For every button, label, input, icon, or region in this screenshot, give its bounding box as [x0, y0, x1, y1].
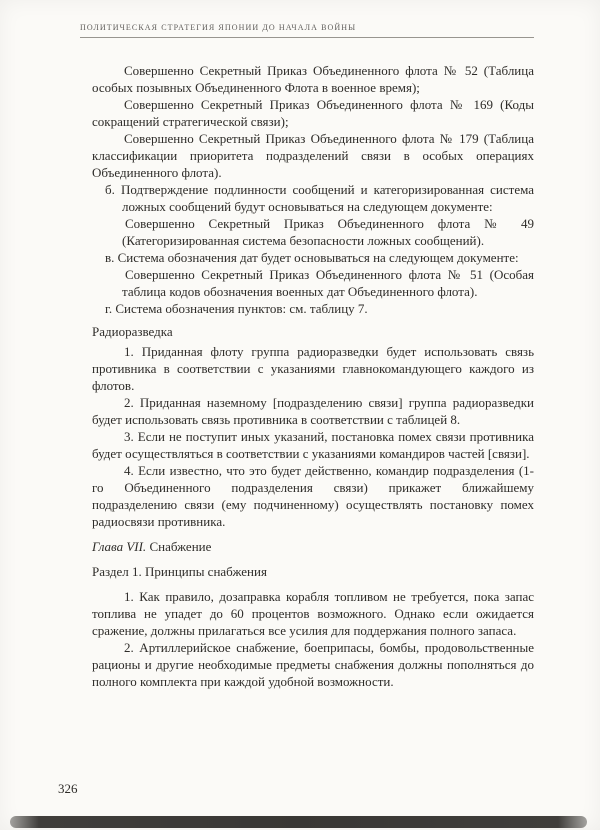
paragraph: 1. Как правило, дозаправка корабля топливом не требуется, пока запас топлива не упадет до 60 процентов возможного. Однако если ожидается сражение, должны прилагаться все усилия для поддержания полного запаса. [92, 589, 534, 638]
paragraph: 4. Если известно, что это будет действенно, командир подразделения (1-го Объединенного подразделения связи) прикажет ближайшему подразделению связи (ему подчиненному) осуществлять постановку помех радиосвязи противника. [92, 463, 534, 529]
paragraph: 2. Артиллерийское снабжение, боеприпасы, бомбы, продовольственные рационы и другие необходимые предметы снабжения должны пополняться до полного комплекта при каждой удобной возможности. [92, 640, 534, 689]
chapter-heading [92, 538, 534, 555]
list-item-text: Подтверждение подлинности сообщений и категоризированная система ложных сообщений будут основываться на следующем документе: [120, 182, 534, 214]
list-item-text: Система обозначения пунктов: см. таблицу 7. [115, 301, 368, 316]
list-item-text: Система обозначения дат будет основываться на следующем документе: [117, 250, 519, 265]
list-marker: г. [105, 301, 113, 316]
doc-reference: Совершенно Секретный Приказ Объединенного флота № 52 (Таблица особых позывных Объединенного Флота в военное время); [92, 63, 534, 95]
paragraph: 1. Приданная флоту группа радиоразведки будет использовать связь противника в соответствии с указаниями главнокомандующего каждого из флотов. [92, 344, 534, 393]
page-content [92, 62, 534, 690]
running-header [80, 23, 534, 38]
section-title: Раздел 1. Принципы снабжения [92, 564, 267, 579]
section-heading: Радиоразведка [92, 324, 173, 339]
doc-reference: Совершенно Секретный Приказ Объединенного флота № 179 (Таблица классификации приоритета подразделений связи в особых операциях Объединенного флота). [92, 131, 534, 180]
paragraph: 2. Приданная наземному [подразделению связи] группа радиоразведки будет использовать связь противника в соответствии с таблицей 8. [92, 395, 534, 427]
header-rule [80, 37, 534, 38]
list-item [105, 300, 534, 317]
scan-edge-shadow [10, 816, 587, 828]
running-title: ПОЛИТИЧЕСКАЯ СТРАТЕГИЯ ЯПОНИИ ДО НАЧАЛА ВОЙНЫ [80, 23, 357, 32]
list-item [105, 181, 534, 215]
list-marker: б. [105, 182, 115, 197]
list-marker: в. [105, 250, 115, 265]
doc-reference: Совершенно Секретный Приказ Объединенного флота № 51 (Особая таблица кодов обозначения военных дат Объединенного флота). [122, 267, 534, 299]
page-number: 326 [58, 781, 78, 796]
chapter-label: Глава VII. [92, 539, 147, 554]
chapter-title: Снабжение [146, 539, 212, 554]
list-item [105, 249, 534, 266]
doc-reference: Совершенно Секретный Приказ Объединенного флота № 49 (Категоризированная система безопасности ложных сообщений). [122, 216, 534, 248]
doc-reference: Совершенно Секретный Приказ Объединенного флота № 169 (Коды сокращений стратегической связи); [92, 97, 534, 129]
paragraph: 3. Если не поступит иных указаний, постановка помех связи противника будет осуществляться в соответствии с указаниями командиров частей [связи]. [92, 429, 534, 461]
